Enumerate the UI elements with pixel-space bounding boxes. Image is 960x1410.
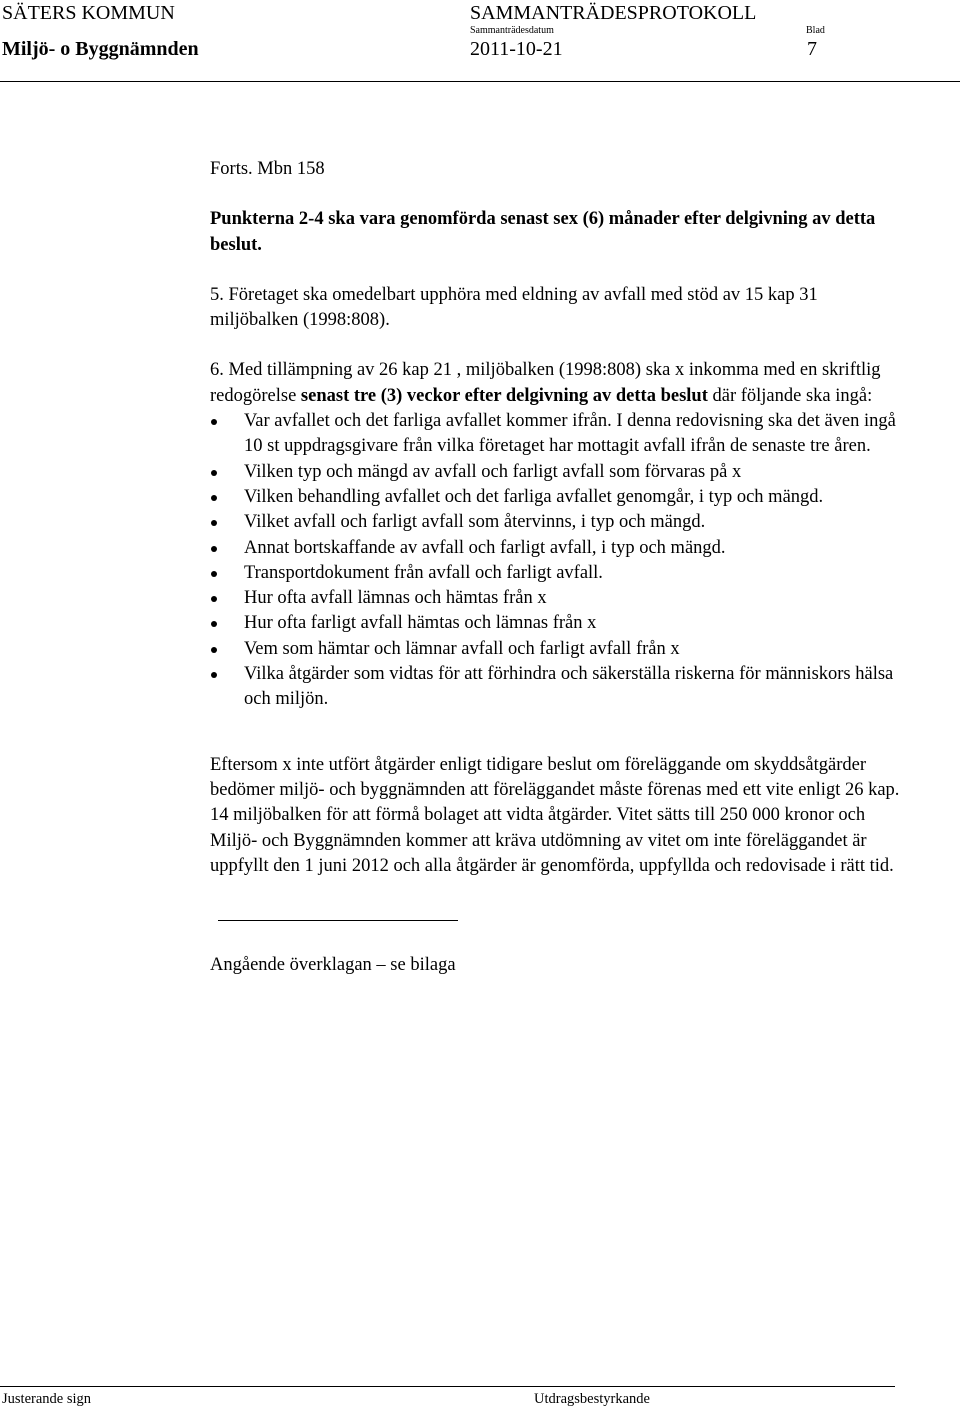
list-item: Vilken behandling avfallet och det farliga avfallet genomgår, i typ och mängd. bbox=[210, 485, 900, 510]
item-6-text-start: 6. Med tillämpning av 26 kap 21 , miljöbalken (1998:808) ska x inkomma med en skriftlig redogörelse bbox=[210, 360, 881, 406]
organization-name: SÄTERS KOMMUN bbox=[2, 2, 175, 24]
meeting-date: 2011-10-21 bbox=[470, 38, 563, 60]
list-item: Hur ofta farligt avfall hämtas och lämnas från x bbox=[210, 611, 900, 636]
requirements-list bbox=[210, 409, 900, 713]
item-5-paragraph: 5. Företaget ska omedelbart upphöra med eldning av avfall med stöd av 15 kap 31 miljöbalken (1998:808). bbox=[210, 284, 818, 331]
bullet-icon bbox=[211, 520, 217, 526]
page-label: Blad bbox=[806, 25, 825, 36]
footer-divider bbox=[0, 1386, 895, 1387]
page-number: 7 bbox=[807, 38, 817, 60]
list-item: Vilka åtgärder som vidtas för att förhindra och säkerställa riskerna för människors hälsa och miljön. bbox=[210, 662, 900, 713]
item-6-paragraph bbox=[210, 358, 900, 409]
document-body bbox=[210, 157, 900, 978]
list-item: Vilken typ och mängd av avfall och farligt avfall som förvaras på x bbox=[210, 460, 900, 485]
bullet-icon bbox=[211, 495, 217, 501]
bullet-icon bbox=[211, 546, 217, 552]
document-type: SAMMANTRÄDESPROTOKOLL bbox=[470, 2, 757, 24]
bullet-icon bbox=[211, 621, 217, 627]
certification-label: Utdragsbestyrkande bbox=[534, 1391, 650, 1407]
board-name: Miljö- o Byggnämnden bbox=[2, 38, 199, 60]
list-item: Var avfallet och det farliga avfallet kommer ifrån. I denna redovisning ska det även ingå 10 st uppdragsgivare från vilka företaget har mottagit avfall ifrån de senaste tre åren. bbox=[210, 409, 900, 460]
bullet-icon bbox=[211, 470, 217, 476]
deadline-paragraph: Punkterna 2-4 ska vara genomförda senast sex (6) månader efter delgivning av detta beslut. bbox=[210, 209, 876, 255]
continuation-heading: Forts. Mbn 158 bbox=[210, 159, 325, 179]
date-label: Sammanträdesdatum bbox=[470, 25, 554, 36]
list-item: Vilket avfall och farligt avfall som återvinns, i typ och mängd. bbox=[210, 510, 900, 535]
item-6-deadline: senast tre (3) veckor efter delgivning av detta beslut bbox=[300, 385, 708, 406]
section-divider bbox=[218, 920, 458, 921]
item-6-text-end: där följande ska ingå: bbox=[707, 385, 873, 406]
list-item: Annat bortskaffande av avfall och farligt avfall, i typ och mängd. bbox=[210, 536, 900, 561]
penalty-paragraph: Eftersom x inte utfört åtgärder enligt tidigare beslut om föreläggande om skyddsåtgärder bedömer miljö- och byggnämnden att föreläggandet måste förenas med ett vite enligt 26 kap. 14 miljöbalken för att förmå bolaget att vidta åtgärder. Vitet sätts till 250 000 kronor och Miljö- och Byggnämnden kommer att kräva utdömning av vitet om inte föreläggandet är uppfyllt den 1 juni 2012 och alla åtgärder är genomförda, uppfyllda och redovisade i rätt tid. bbox=[210, 754, 900, 876]
list-item: Transportdokument från avfall och farligt avfall. bbox=[210, 561, 900, 586]
bullet-icon bbox=[211, 647, 217, 653]
header-divider bbox=[0, 81, 960, 82]
list-item: Hur ofta avfall lämnas och hämtas från x bbox=[210, 586, 900, 611]
bullet-icon bbox=[211, 596, 217, 602]
bullet-icon bbox=[211, 571, 217, 577]
bullet-icon bbox=[211, 672, 217, 678]
bullet-icon bbox=[211, 419, 217, 425]
list-item: Vem som hämtar och lämnar avfall och farligt avfall från x bbox=[210, 637, 900, 662]
adjusting-signature-label: Justerande sign bbox=[2, 1391, 91, 1407]
appeal-note: Angående överklagan – se bilaga bbox=[210, 955, 456, 976]
